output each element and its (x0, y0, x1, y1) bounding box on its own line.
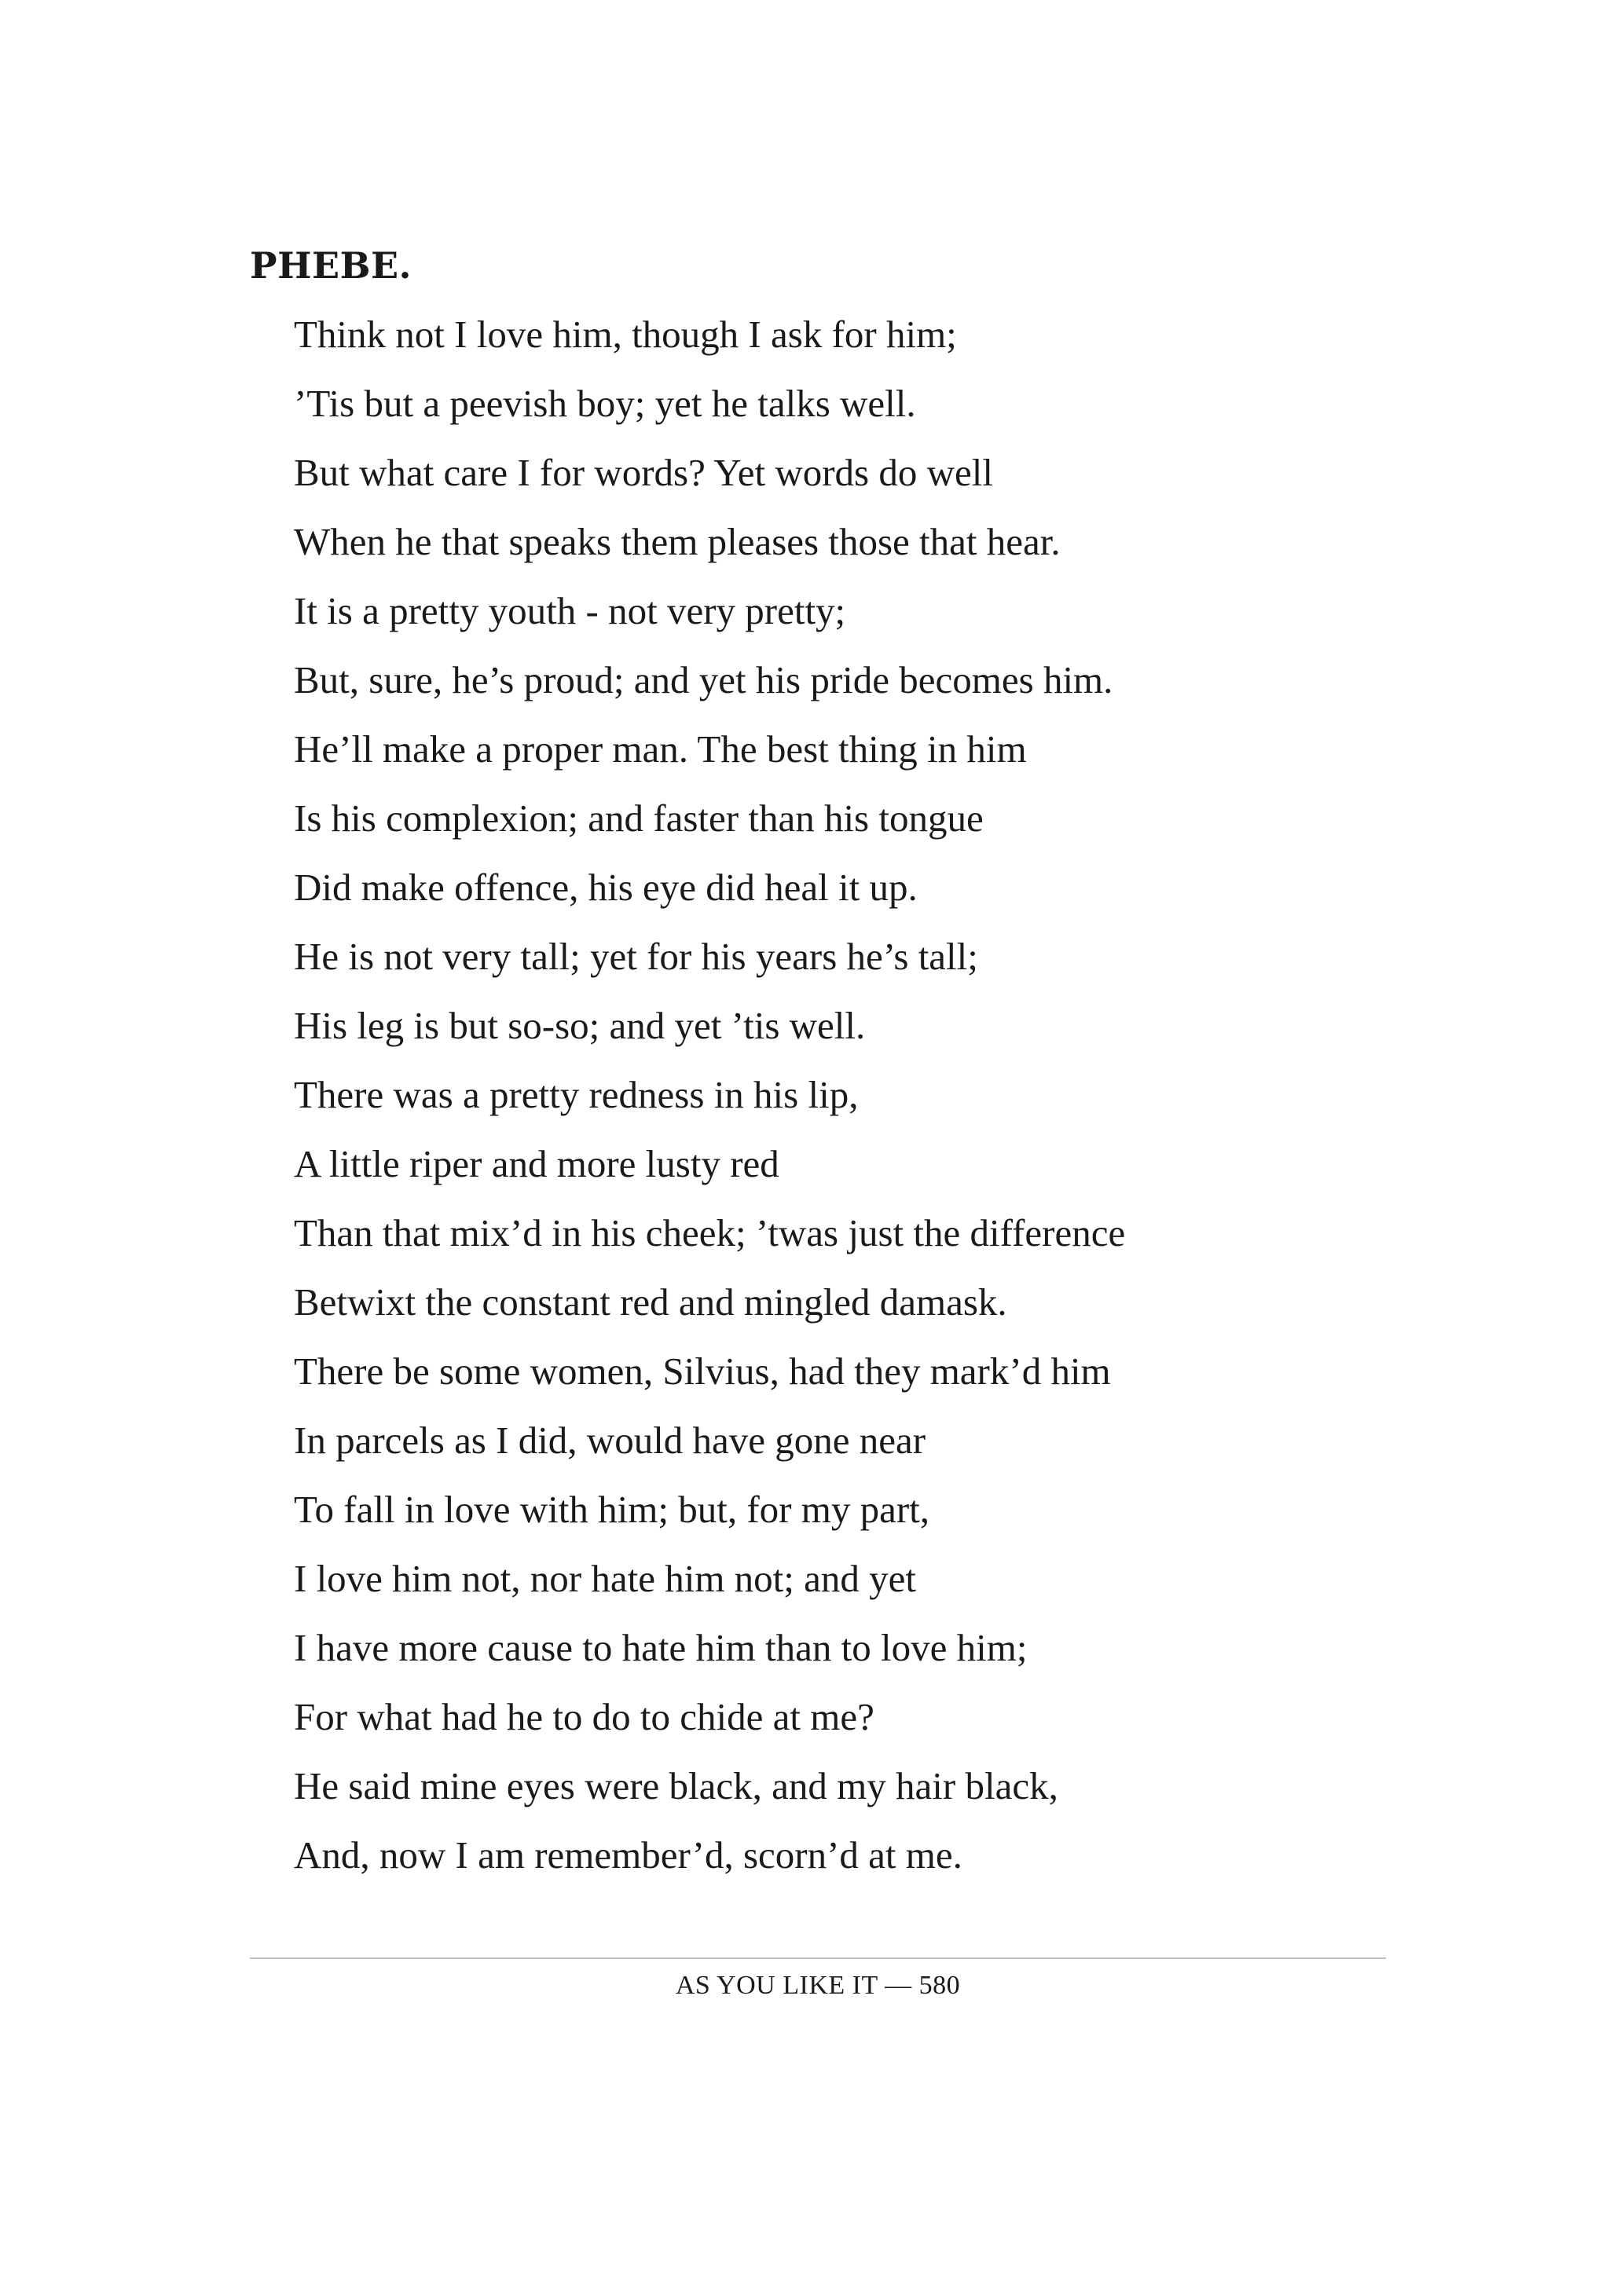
verse-line: He said mine eyes were black, and my hair black, (294, 1764, 1058, 1807)
verse-line: I have more cause to hate him than to love him; (294, 1626, 1028, 1669)
verse-block (294, 306, 1125, 1896)
verse-line: But, sure, he’s proud; and yet his pride becomes him. (294, 658, 1113, 701)
verse-line: Is his complexion; and faster than his tongue (294, 796, 984, 840)
verse-line: To fall in love with him; but, for my part, (294, 1488, 930, 1531)
verse-line: I love him not, nor hate him not; and yet (294, 1557, 917, 1600)
page-footer: AS YOU LIKE IT — 580 (675, 1971, 961, 2000)
verse-line: When he that speaks them pleases those that hear. (294, 520, 1061, 563)
verse-line: Than that mix’d in his cheek; ’twas just the difference (294, 1211, 1126, 1254)
verse-line: It is a pretty youth - not very pretty; (294, 589, 846, 632)
verse-line: And, now I am remember’d, scorn’d at me. (294, 1833, 962, 1877)
verse-line: There was a pretty redness in his lip, (294, 1073, 859, 1116)
verse-line: He is not very tall; yet for his years he’s tall; (294, 935, 978, 978)
verse-line: His leg is but so-so; and yet ’tis well. (294, 1004, 866, 1047)
verse-line: But what care I for words? Yet words do well (294, 451, 993, 494)
verse-line: ’Tis but a peevish boy; yet he talks well. (294, 382, 916, 425)
verse-line: Betwixt the constant red and mingled damask. (294, 1280, 1007, 1324)
verse-line: A little riper and more lusty red (294, 1142, 779, 1185)
verse-line: Think not I love him, though I ask for him; (294, 313, 957, 356)
verse-line: There be some women, Silvius, had they mark’d him (294, 1349, 1111, 1393)
verse-line: For what had he to do to chide at me? (294, 1695, 874, 1738)
verse-line: He’ll make a proper man. The best thing in him (294, 727, 1027, 771)
verse-line: In parcels as I did, would have gone near (294, 1419, 926, 1462)
speaker-name: PHEBE. (250, 244, 412, 287)
verse-line: Did make offence, his eye did heal it up. (294, 866, 918, 909)
footer-divider (250, 1957, 1386, 1959)
